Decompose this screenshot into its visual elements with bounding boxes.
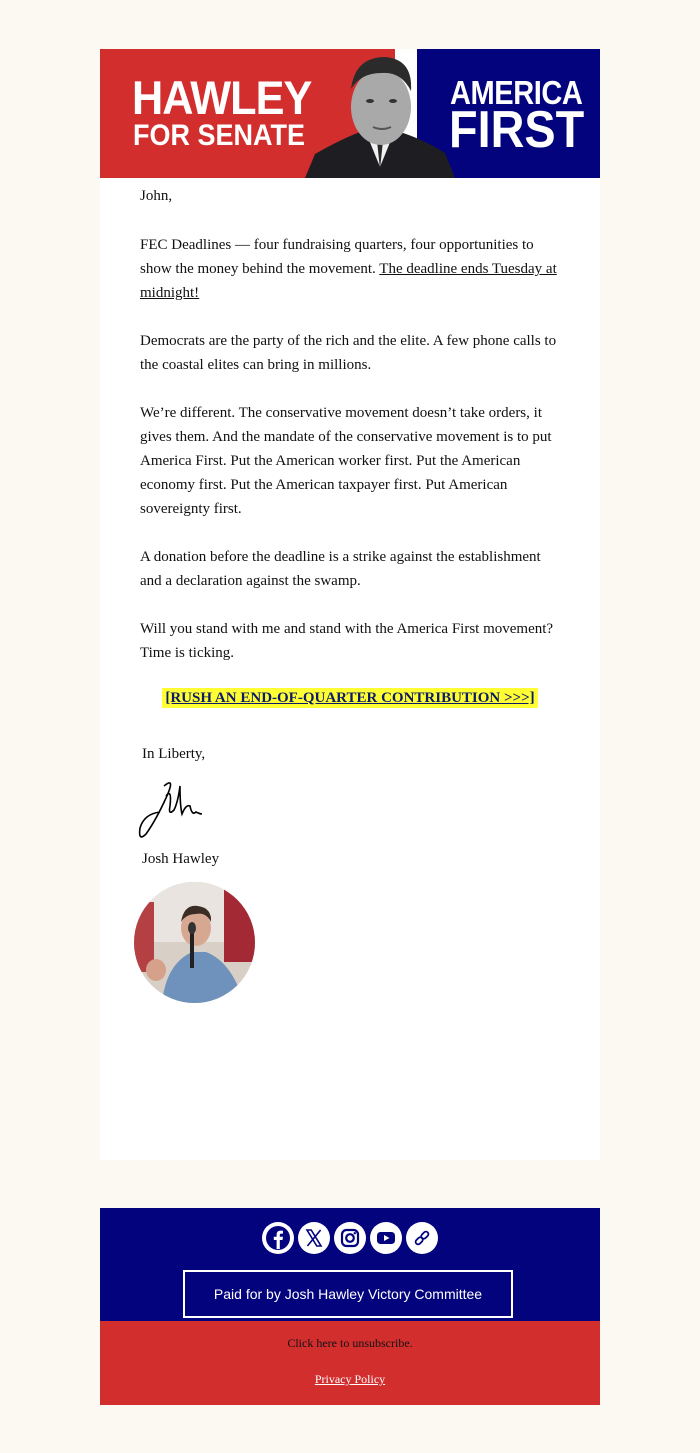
paragraph-4: A donation before the deadline is a strike against the establishment and a declaration against the swamp. — [140, 549, 541, 589]
paragraph-3: We’re different. The conservative movement doesn’t take orders, it gives them. And the mandate of the conservative movement is to put America First. Put the American worker first. Put the American economy first. Put the American taxpayer first. Put American sovereignty first. — [140, 405, 552, 517]
link-icon[interactable] — [406, 1222, 438, 1254]
unsubscribe-link[interactable]: Click here to unsubscribe. — [287, 1336, 413, 1350]
paragraph-5: Will you stand with me and stand with the America First movement? Time is ticking. — [140, 621, 554, 661]
youtube-icon[interactable] — [370, 1222, 402, 1254]
banner-slogan-line2: FIRST — [449, 101, 585, 159]
banner-slogan-line1: AMERICA — [450, 74, 583, 111]
paragraph-1 — [140, 233, 565, 305]
deadline-link[interactable]: The deadline ends Tuesday at midnight! — [140, 261, 557, 301]
signer-name: Josh Hawley — [142, 851, 220, 867]
greeting: John, — [140, 188, 173, 204]
cta-row — [100, 688, 600, 708]
candidate-photo — [134, 882, 255, 1003]
paragraph-1-text: FEC Deadlines — four fundraising quarters, four opportunities to show the money behind the movement. — [140, 237, 534, 277]
x-icon[interactable] — [298, 1222, 330, 1254]
privacy-policy-link[interactable]: Privacy Policy — [314, 1372, 386, 1386]
header-banner — [100, 49, 600, 178]
footer-social-panel — [100, 1208, 600, 1321]
contribute-button[interactable]: [RUSH AN END-OF-QUARTER CONTRIBUTION >>>] — [162, 688, 537, 708]
facebook-icon[interactable] — [262, 1222, 294, 1254]
email-body — [100, 178, 600, 1160]
closing: In Liberty, — [142, 746, 206, 762]
candidate-portrait — [305, 49, 455, 178]
paragraph-2: Democrats are the party of the rich and the elite. A few phone calls to the coastal elites can bring in millions. — [140, 333, 557, 373]
paid-for-disclaimer: Paid for by Josh Hawley Victory Committee — [183, 1270, 513, 1318]
footer-legal-panel — [100, 1321, 600, 1405]
banner-subtitle: FOR SENATE — [133, 119, 306, 152]
social-icons — [262, 1222, 438, 1254]
signature-image — [136, 776, 208, 840]
banner-title: HAWLEY — [132, 71, 312, 124]
instagram-icon[interactable] — [334, 1222, 366, 1254]
email-container — [100, 49, 600, 1160]
